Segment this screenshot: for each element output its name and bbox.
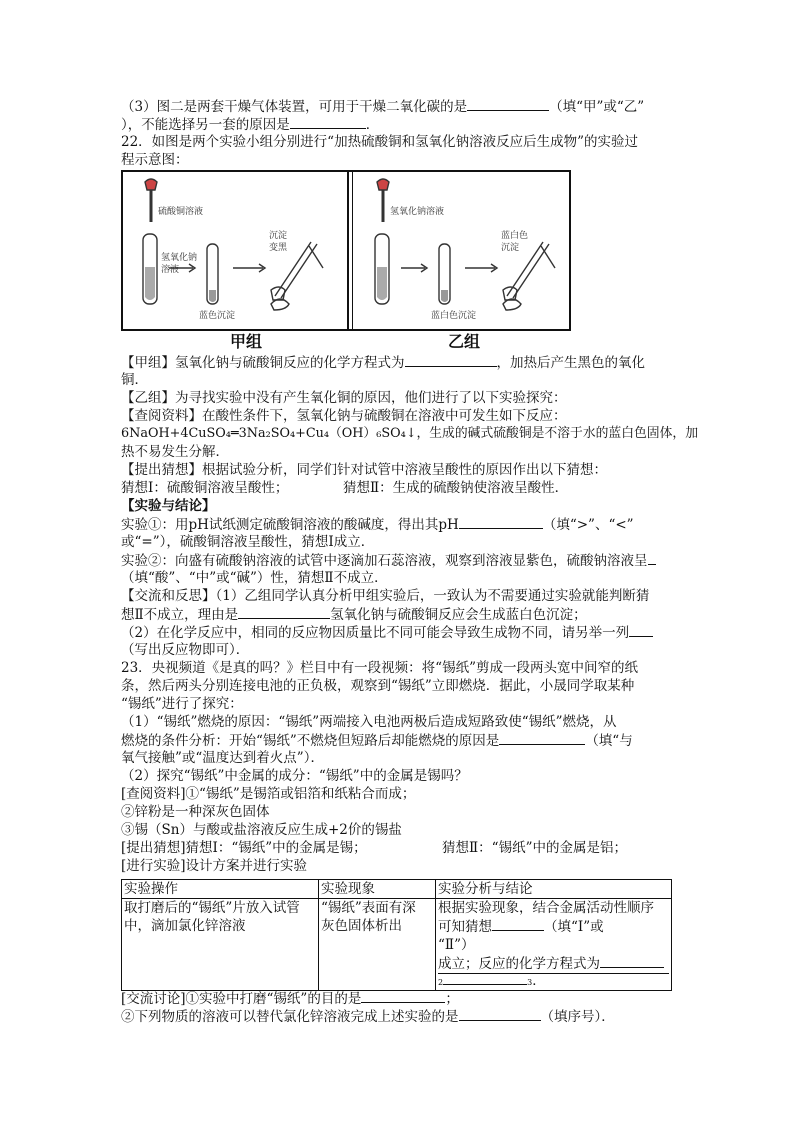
q22-reflect-3 <box>121 623 653 642</box>
q23-ref-1: [查阅资料]①“锡纸”是锡箔或铝箔和纸粘合而成； <box>121 786 416 802</box>
text: ． <box>532 973 546 989</box>
q22-exp1-cont: 或“=”），硫酸铜溶液呈酸性，猜想Ⅰ成立． <box>121 534 375 550</box>
text: 根据实验现象，结合金属活动性顺序 <box>438 900 654 916</box>
q21-line2: ），不能选择另一套的原因是 ． <box>121 117 380 133</box>
label-bluewhite-b: 蓝白色 <box>501 231 529 241</box>
answer-blank[interactable] <box>459 1007 541 1021</box>
header-phenomenon: 实验现象 <box>319 880 436 899</box>
cell-analysis <box>436 899 672 991</box>
group-a-apparatus <box>143 179 323 310</box>
header-operation: 实验操作 <box>122 880 319 899</box>
label-solution-a: 溶液 <box>161 265 180 275</box>
q22-chayue: 【查阅资料】在酸性条件下，氢氧化钠与硫酸铜在溶液中可发生如下反应： <box>121 408 567 424</box>
subscript: 3 <box>527 978 533 987</box>
q22-stem-line2: 程示意图： <box>121 152 189 168</box>
text: （2）在化学反应中，相同的反应物因质量比不同可能会导致生成物不同，请另举一列 <box>121 625 630 641</box>
q23-part1-a: （1）“锡纸”燃烧的原因：“锡纸”两端接入电池两极后造成短路致使“锡纸”燃烧，从 <box>121 714 617 730</box>
q23-discuss-2 <box>121 1007 615 1026</box>
figure-divider <box>352 172 353 329</box>
experiment-figure <box>121 170 571 331</box>
label-naoh-a: 氢氧化钠 <box>161 253 198 263</box>
table-row <box>122 899 672 991</box>
header-analysis: 实验分析与结论 <box>436 880 672 899</box>
text: 中，滴加氯化锌溶液 <box>124 918 246 934</box>
text: 可知猜想 <box>438 919 492 935</box>
q22-yi: 【乙组】为寻找实验中没有产生氧化铜的原因，他们进行了以下实验探究： <box>121 390 567 406</box>
label-turn-black-a: 变黑 <box>269 243 288 253</box>
table-header-row <box>122 880 672 899</box>
answer-blank[interactable] <box>405 353 497 367</box>
label-precipitate-a: 沉淀 <box>269 231 288 241</box>
q23-part1-b <box>121 731 633 750</box>
q22-jia <box>121 353 645 372</box>
text: 实验②：向盛有硫酸钠溶液的试管中逐滴加石蕊溶液，观察到溶液显紫色，硫酸钠溶液呈 <box>121 553 648 569</box>
text: （填“>”、“<” <box>542 517 634 533</box>
answer-blank[interactable] <box>459 515 543 529</box>
text: 【甲组】氢氧化钠与硫酸铜反应的化学方程式为 <box>121 355 405 371</box>
answer-blank[interactable] <box>648 551 656 565</box>
q23-ref-3: ③锡（Sn）与酸或盐溶液反应生成+2价的锡盐 <box>121 822 402 838</box>
text: “Ⅱ”） <box>438 937 475 953</box>
q22-section-experiment: 【实验与结论】 <box>121 498 216 514</box>
q22-exp1 <box>121 515 634 534</box>
experiment-table <box>121 879 672 991</box>
q22-exp2-cont: （填“酸”、“中”或“碱”）性，猜想Ⅱ不成立． <box>121 570 388 586</box>
q22-hypothesis-2: 猜想Ⅱ：生成的硫酸钠使溶液呈酸性． <box>343 480 569 496</box>
text: 燃烧的条件分析：开始“锡纸”不燃烧但短路后却能燃烧的原因是 <box>121 733 500 749</box>
text: [交流讨论]①实验中打磨“锡纸”的目的是 <box>121 991 362 1007</box>
q23-stem-2: 条，然后两头分别连接电池的正负极，观察到“锡纸”立即燃烧．据此，小晟同学取某种 <box>121 678 635 694</box>
text: （填“甲”或“乙” <box>549 99 645 115</box>
text: 实验①：用pH试纸测定硫酸铜溶液的酸碱度，得出其pH <box>121 517 459 533</box>
answer-blank[interactable] <box>600 954 664 968</box>
label-precipitate-b: 沉淀 <box>501 243 520 253</box>
figure-divider <box>347 172 349 329</box>
text: 想Ⅱ不成立，理由是 <box>121 607 239 623</box>
text: 取打磨后的“锡纸”片放入试管 <box>124 900 300 916</box>
answer-blank[interactable] <box>492 917 544 931</box>
q22-stem-line1: 22．如图是两个实验小组分别进行“加热硫酸铜和氢氧化钠溶液反应后生成物”的实验过 <box>121 134 638 150</box>
q23-stem-3: “锡纸”进行了探究： <box>121 696 243 712</box>
q23-hypothesis-1: [提出猜想]猜想Ⅰ：“锡纸”中的金属是锡； <box>121 840 367 856</box>
answer-blank[interactable] <box>238 605 330 619</box>
q23-part1-c: 氧气接触”或“温度达到着火点”）． <box>121 750 324 766</box>
text: （3）图二是两套干燥气体装置，可用于干燥二氧化碳的是 <box>121 99 468 115</box>
answer-blank[interactable] <box>467 97 549 111</box>
q23-part2: （2）探究“锡纸”中金属的成分：“锡纸”中的金属是锡吗？ <box>121 768 468 784</box>
answer-blank[interactable] <box>361 989 445 1003</box>
cell-phenomenon <box>319 899 436 991</box>
q22-reflect-2 <box>121 605 587 624</box>
answer-blank[interactable] <box>290 115 366 129</box>
q22-reflect-4: （写出反应物即可）． <box>121 642 250 658</box>
text: ），不能选择另一套的原因是 <box>121 117 290 133</box>
q22-hypothesis-1: 猜想Ⅰ：硫酸铜溶液呈酸性； <box>121 480 289 496</box>
label-naoh-b: 氢氧化钠溶液 <box>390 207 445 217</box>
answer-blank[interactable] <box>499 731 585 745</box>
text: （填“Ⅰ”或 <box>544 919 604 935</box>
subscript: 2 <box>438 978 444 987</box>
group-b-apparatus <box>375 179 555 310</box>
q22-equation-cont: 热不易发生分解． <box>121 444 229 460</box>
q23-design: [进行实验]设计方案并进行实验 <box>121 858 308 874</box>
q23-hypothesis-2: 猜想Ⅱ：“锡纸”中的金属是铝； <box>442 840 627 856</box>
caption-group-a: 甲组 <box>230 332 263 351</box>
q23-stem-1: 23．央视频道《是真的吗？》栏目中有一段视频：将“锡纸”剪成一段两头宽中间窄的纸 <box>121 660 638 676</box>
q22-tichu: 【提出猜想】根据试验分析，同学们针对试管中溶液呈酸性的原因作出以下猜想： <box>121 462 607 478</box>
text: （填“与 <box>585 733 633 749</box>
label-blue-precipitate-a: 蓝色沉淀 <box>199 311 236 321</box>
text: 灰色固体析出 <box>321 918 402 934</box>
q22-jia-cont: 铜． <box>121 372 148 388</box>
label-bluewhite-precipitate-b: 蓝白色沉淀 <box>431 311 477 321</box>
q21-line1 <box>121 97 644 116</box>
text: ，加热后产生黑色的氧化 <box>496 355 645 371</box>
text: （填序号）． <box>540 1009 615 1025</box>
cell-operation <box>122 899 319 991</box>
text: 氢氧化钠与硫酸铜反应会生成蓝白色沉淀； <box>330 607 587 623</box>
caption-group-b: 乙组 <box>448 332 481 351</box>
q22-reflect-1: 【交流和反思】（1）乙组同学认真分析甲组实验后，一致认为不需要通过实验就能判断猜 <box>121 588 650 604</box>
q23-discuss-1 <box>121 989 459 1008</box>
answer-blank[interactable] <box>629 623 653 637</box>
q23-ref-2: ②锌粉是一种深灰色固体 <box>121 804 270 820</box>
text: 成立；反应的化学方程式为 <box>438 956 600 972</box>
q22-equation: 6NaOH+4CuSO₄═3Na₂SO₄+Cu₄（OH）₆SO₄↓，生成的碱式硫酸铜是不溶于水的蓝白色固体，加 <box>121 426 698 441</box>
text: “锡纸”表面有深 <box>321 900 416 916</box>
label-copper-sulfate-a: 硫酸铜溶液 <box>158 207 204 217</box>
text: ②下列物质的溶液可以替代氯化锌溶液完成上述实验的是 <box>121 1009 459 1025</box>
experiment-drawing <box>123 172 569 329</box>
text: ； <box>445 991 459 1007</box>
q22-exp2 <box>121 551 656 570</box>
answer-blank[interactable] <box>443 975 527 985</box>
